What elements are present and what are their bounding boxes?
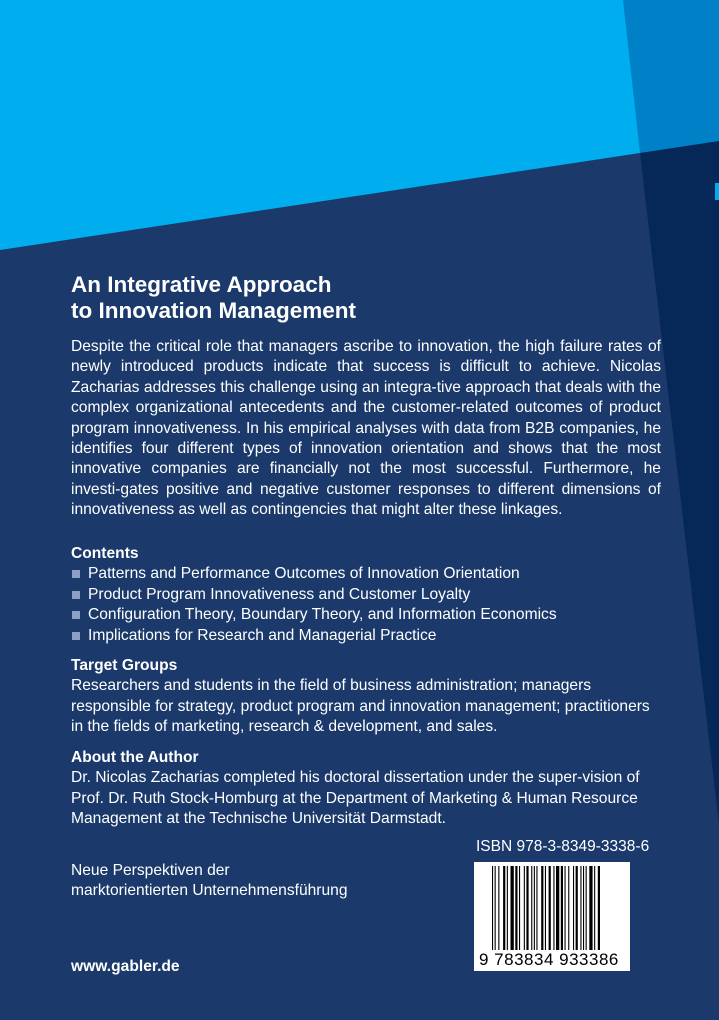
barcode-bar xyxy=(573,866,574,952)
barcode-bar xyxy=(568,866,569,952)
barcode-number: 9 783834 933386 xyxy=(479,950,619,969)
barcode-bar xyxy=(515,866,517,952)
series-title xyxy=(71,861,348,902)
barcode-bar xyxy=(531,866,532,952)
book-title: An Integrative Approach to Innovation Management xyxy=(71,272,357,323)
about-author-heading: About the Author xyxy=(71,749,199,766)
barcode-bar xyxy=(536,866,537,952)
about-author-section xyxy=(71,748,661,830)
barcode-bar xyxy=(524,866,525,952)
barcode-bar xyxy=(583,866,584,952)
series-line: Neue Perspektiven der xyxy=(71,862,230,879)
barcode-bar xyxy=(556,866,559,952)
barcode-bar xyxy=(586,866,587,952)
contents-item: Product Program Innovativeness and Customer Loyalty xyxy=(71,585,661,605)
barcode-bar xyxy=(549,866,551,952)
barcode-bar xyxy=(526,866,528,952)
barcode-bar xyxy=(507,866,508,952)
barcode-bar xyxy=(498,866,499,952)
barcode-bar xyxy=(589,866,592,952)
description: Despite the critical role that managers ascribe to innovation, the high failure rates of newly introduced products indicate that success is difficult to achieve. Nicolas Zacharias addresses this challenge using an integra-tive approach that deals with the complex organizational antecedents and the customer-related outcomes of product program innovativeness. In his empirical analyses with data from B2B companies, he identifies four different types of innovation orientation and shows that the most innovative companies are financially not the most successful. Furthermore, he investi-gates positive and negative customer responses to different dimensions of innovativeness as well as contingencies that might alter these linkages. xyxy=(71,338,661,519)
barcode-bar xyxy=(534,866,535,952)
contents-item: Patterns and Performance Outcomes of Innovation Orientation xyxy=(71,564,661,584)
barcode-bar xyxy=(553,866,554,952)
series-line: marktorientierten Unternehmensführung xyxy=(71,882,348,900)
contents-heading: Contents xyxy=(71,545,139,562)
isbn-label: ISBN 978-3-8349-3338-6 xyxy=(476,838,650,855)
barcode-bar xyxy=(576,866,578,952)
barcode-bar xyxy=(519,866,520,952)
barcode-bar xyxy=(541,866,543,952)
barcode-bar xyxy=(565,866,566,952)
target-groups-heading: Target Groups xyxy=(71,657,178,674)
about-author-text: Dr. Nicolas Zacharias completed his doctoral dissertation under the super-vision of Prof. Dr. Ruth Stock-Homburg at the Department of Marketing & Human Resource Management at the Technische Universität Darmstadt. xyxy=(71,769,640,828)
website-link[interactable]: www.gabler.de xyxy=(71,958,180,975)
barcode-bar xyxy=(594,866,595,952)
barcode-bar xyxy=(561,866,563,952)
barcode-bar xyxy=(511,866,514,952)
barcode-bar xyxy=(503,866,505,952)
barcode-bar xyxy=(580,866,581,952)
barcode xyxy=(474,862,630,971)
contents-item: Implications for Research and Managerial Practice xyxy=(71,626,661,646)
target-groups-text: Researchers and students in the field of business administration; managers responsible for strategy, product program and innovation management; practitioners in the fields of marketing, research & development, and sales. xyxy=(71,677,650,736)
target-groups-section xyxy=(71,656,661,738)
contents-item: Configuration Theory, Boundary Theory, and Information Economics xyxy=(71,605,661,625)
contents-section xyxy=(71,544,661,646)
